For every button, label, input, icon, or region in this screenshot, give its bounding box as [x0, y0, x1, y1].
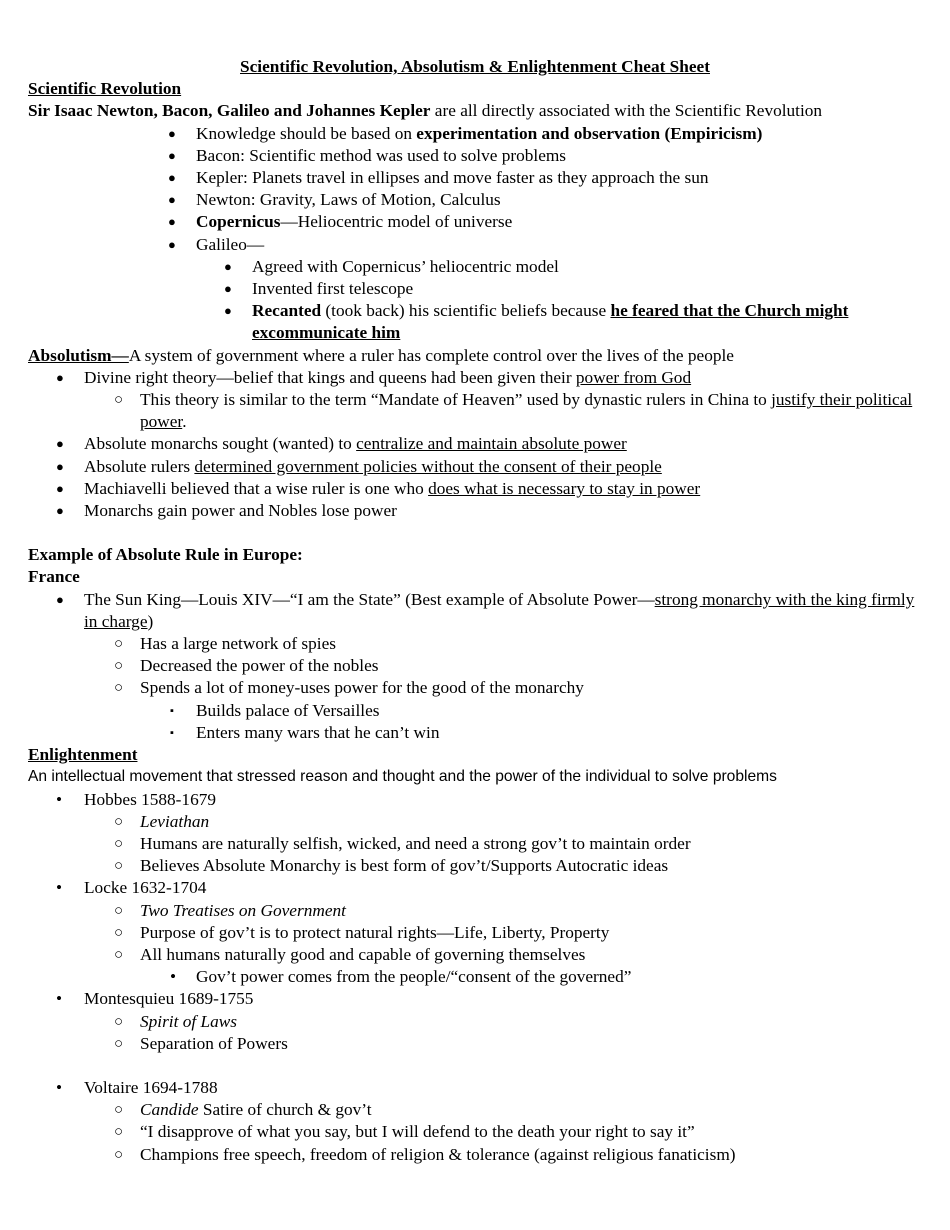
bullet-icon: ● — [224, 258, 232, 274]
list-item: ● Invented first telescope — [28, 278, 922, 300]
list-item: ○ Purpose of gov’t is to protect natural rights—Life, Liberty, Property — [28, 922, 922, 944]
circle-bullet-icon: ○ — [114, 902, 124, 919]
list-item: ● Agreed with Copernicus’ heliocentric model — [28, 256, 922, 278]
circle-bullet-icon: ○ — [114, 924, 124, 941]
bullet-icon: • — [170, 967, 177, 987]
bullet-icon: ● — [56, 436, 64, 452]
list-item: ● Recanted (took back) his scientific beliefs because he feared that the Church might excommunicate him — [224, 301, 849, 343]
absolutism-heading: Absolutism— — [28, 345, 129, 365]
scientific-revolution-heading: Scientific Revolution — [28, 79, 182, 99]
circle-bullet-icon: ○ — [114, 1035, 124, 1052]
list-item: ● Copernicus—Heliocentric model of universe — [28, 211, 922, 233]
list-item: ○ Spirit of Laws — [28, 1011, 922, 1033]
bullet-icon: • — [56, 789, 63, 809]
list-item: ○ This theory is similar to the term “Mandate of Heaven” used by dynastic rulers in China to justify their political power. — [114, 390, 913, 432]
list-item: • Hobbes 1588-1679 — [28, 789, 922, 811]
enlightenment-definition: An intellectual movement that stressed reason and thought and the power of the individual to solve problems — [28, 768, 777, 786]
list-item: ▪ Builds palace of Versailles — [28, 700, 922, 722]
bullet-icon: ● — [56, 458, 64, 474]
list-item: • Montesquieu 1689-1755 — [28, 988, 922, 1010]
circle-bullet-icon: ○ — [114, 1102, 124, 1119]
list-item: ● Monarchs gain power and Nobles lose power — [28, 500, 922, 522]
bullet-icon: ● — [56, 369, 64, 385]
list-item: ● Kepler: Planets travel in ellipses and move faster as they approach the sun — [28, 167, 922, 189]
square-bullet-icon: ▪ — [170, 704, 174, 717]
bullet-icon: ● — [168, 214, 176, 230]
bullet-icon: ● — [224, 281, 232, 297]
list-item: ● The Sun King—Louis XIV—“I am the State” (Best example of Absolute Power—strong monarchy with the king firmly in charge) — [56, 589, 915, 631]
list-item: ● Divine right theory—belief that kings and queens had been given their power from God — [28, 367, 922, 389]
spacer — [28, 1055, 922, 1077]
list-item: • Voltaire 1694-1788 — [28, 1077, 922, 1099]
circle-bullet-icon: ○ — [114, 1146, 124, 1163]
bullet-icon: ● — [168, 170, 176, 186]
list-item: ○ Humans are naturally selfish, wicked, and need a strong gov’t to maintain order — [28, 833, 922, 855]
square-bullet-icon: ▪ — [170, 726, 174, 739]
list-item: ○ Champions free speech, freedom of religion & tolerance (against religious fanaticism) — [28, 1144, 922, 1166]
list-item: • Locke 1632-1704 — [28, 877, 922, 899]
circle-bullet-icon: ○ — [114, 1013, 124, 1030]
bullet-icon: ● — [168, 147, 176, 163]
bullet-icon: ● — [224, 303, 232, 319]
enlightenment-heading: Enlightenment — [28, 745, 138, 765]
list-item: ○ Two Treatises on Government — [28, 900, 922, 922]
list-item: ○ Decreased the power of the nobles — [28, 655, 922, 677]
list-item: ● Absolute monarchs sought (wanted) to centralize and maintain absolute power — [28, 433, 922, 455]
list-item: ○ Has a large network of spies — [28, 633, 922, 655]
list-item: ○ Spends a lot of money-uses power for the good of the monarchy — [28, 677, 922, 699]
country-heading: France — [28, 567, 80, 587]
list-item: ○ Believes Absolute Monarchy is best form of gov’t/Supports Autocratic ideas — [28, 855, 922, 877]
circle-bullet-icon: ○ — [114, 813, 124, 830]
list-item: ● Galileo— — [28, 234, 922, 256]
bullet-icon: ● — [168, 192, 176, 208]
bullet-icon: ● — [56, 480, 64, 496]
list-item: ▪ Enters many wars that he can’t win — [28, 722, 922, 744]
circle-bullet-icon: ○ — [114, 1124, 124, 1141]
example-heading: Example of Absolute Rule in Europe: — [28, 545, 303, 565]
list-item: ● Knowledge should be based on experimentation and observation (Empiricism) — [28, 123, 922, 145]
circle-bullet-icon: ○ — [114, 858, 124, 875]
circle-bullet-icon: ○ — [114, 392, 124, 409]
bullet-icon: ● — [56, 591, 64, 607]
list-item: ○ All humans naturally good and capable of governing themselves — [28, 944, 922, 966]
circle-bullet-icon: ○ — [114, 636, 124, 653]
list-item: ● Newton: Gravity, Laws of Motion, Calculus — [28, 189, 922, 211]
bullet-icon: ● — [168, 125, 176, 141]
list-item: ○ “I disapprove of what you say, but I will defend to the death your right to say it” — [28, 1121, 922, 1143]
list-item: ● Machiavelli believed that a wise ruler is one who does what is necessary to stay in power — [28, 478, 922, 500]
spacer — [28, 522, 922, 544]
circle-bullet-icon: ○ — [114, 680, 124, 697]
circle-bullet-icon: ○ — [114, 658, 124, 675]
list-item: • Gov’t power comes from the people/“consent of the governed” — [28, 966, 922, 988]
list-item: ○ Candide Satire of church & gov’t — [28, 1099, 922, 1121]
circle-bullet-icon: ○ — [114, 835, 124, 852]
list-item: ○ Leviathan — [28, 811, 922, 833]
absolutism-definition: Absolutism—A system of government where a ruler has complete control over the lives of the people — [28, 345, 734, 365]
list-item: ● Bacon: Scientific method was used to solve problems — [28, 145, 922, 167]
scientific-revolution-intro: Sir Isaac Newton, Bacon, Galileo and Johannes Kepler are all directly associated with the Scientific Revolution — [28, 101, 823, 121]
bullet-icon: ● — [56, 503, 64, 519]
bullet-icon: • — [56, 878, 63, 898]
page-title: Scientific Revolution, Absolutism & Enlightenment Cheat Sheet — [240, 57, 710, 76]
list-item: ○ Separation of Powers — [28, 1033, 922, 1055]
circle-bullet-icon: ○ — [114, 946, 124, 963]
bullet-icon: ● — [168, 236, 176, 252]
list-item: ● Absolute rulers determined government policies without the consent of their people — [28, 456, 922, 478]
bullet-icon: • — [56, 1077, 63, 1097]
bullet-icon: • — [56, 989, 63, 1009]
